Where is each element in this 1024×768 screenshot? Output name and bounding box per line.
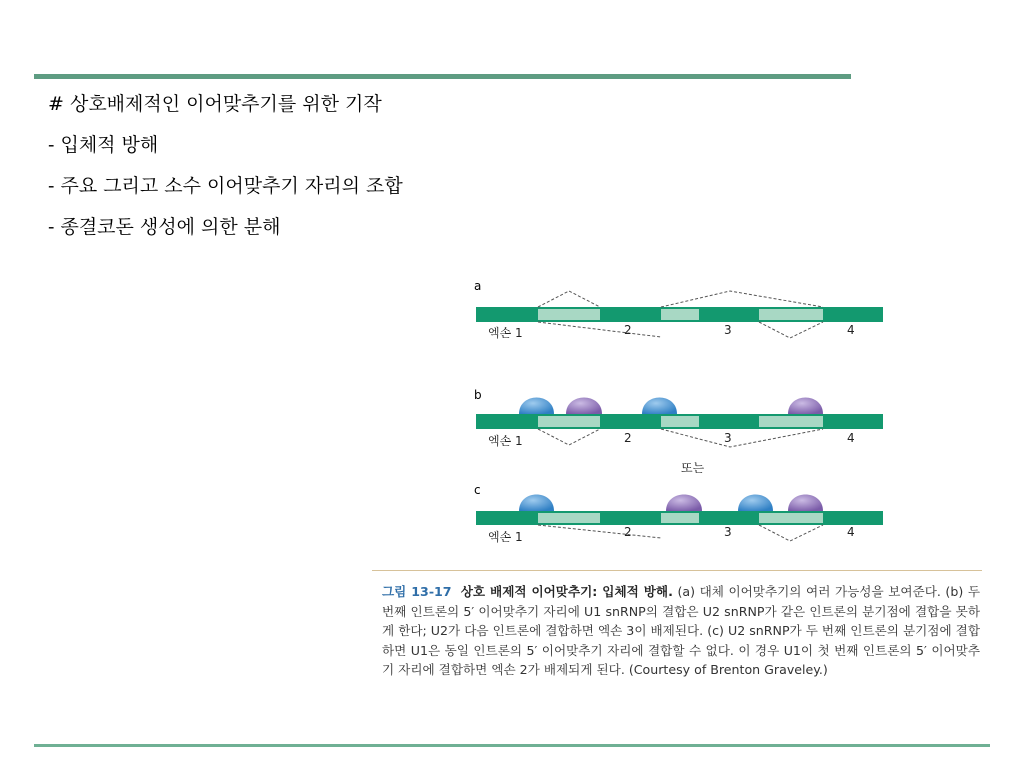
u1-snrnp bbox=[738, 495, 773, 512]
bullet-item: - 종결코돈 생성에 의한 분해 bbox=[48, 216, 281, 238]
top-accent-bar bbox=[34, 74, 851, 79]
u1-snrnp bbox=[519, 398, 554, 415]
splice-line bbox=[759, 525, 823, 541]
exon-3-label: 3 bbox=[724, 323, 732, 337]
panel-c-label: c bbox=[474, 483, 481, 497]
u2-snrnp bbox=[666, 495, 702, 512]
exon-1-label: 엑손 1 bbox=[488, 530, 523, 544]
exon-3-label: 3 bbox=[724, 525, 732, 539]
figure-caption-area bbox=[372, 570, 982, 718]
splice-line bbox=[661, 429, 823, 447]
bottom-accent-bar bbox=[34, 744, 990, 747]
panel-a bbox=[476, 291, 883, 340]
exon-1-label: 엑손 1 bbox=[488, 326, 523, 340]
bullet-list bbox=[48, 92, 403, 256]
intron-box bbox=[538, 309, 600, 320]
intron-box bbox=[661, 309, 699, 320]
exon-4-label: 4 bbox=[847, 323, 855, 337]
intron-box bbox=[661, 513, 699, 523]
exon-2-label: 2 bbox=[624, 525, 632, 539]
bullet-item: - 입체적 방해 bbox=[48, 134, 159, 156]
exon-4-label: 4 bbox=[847, 431, 855, 445]
intron-box bbox=[538, 416, 600, 427]
splice-line bbox=[661, 291, 823, 307]
splice-line bbox=[538, 291, 600, 307]
exon-1-label: 엑손 1 bbox=[488, 434, 523, 448]
panel-a-label: a bbox=[474, 279, 482, 293]
caption-body: (a) 대체 이어맞추기의 여러 가능성을 보여준다. (b) 두 번째 인트론의 5′ 이어맞추기 자리에 U1 snRNP의 결합은 U2 snRNP가 같은 인트론의 분기점에 결합을 못하게 한다; U2가 다음 인트론에 결합하면 엑손 3이 배제된다. (c) U2 snRNP가 두 번째 인트론의 분기점에 결합하면 U1은 동일 인트론의 5′ 이어맞추기 자리에 결합할 수 없다. 이 경우 U1이 첫 번째 인트론의 5′ 이어맞추기 자리에 결합하면 엑손 2가 배제되게 된다. (Courtesy of Brenton Graveley.) bbox=[382, 584, 980, 677]
splice-line bbox=[538, 322, 661, 337]
caption-title: 상호 배제적 이어맞추기: 입체적 방해. bbox=[460, 584, 673, 599]
splice-line bbox=[759, 322, 823, 338]
intron-box bbox=[661, 416, 699, 427]
u1-snrnp bbox=[519, 495, 554, 512]
caption-figure-number: 그림 13-17 bbox=[382, 584, 452, 599]
u2-snrnp bbox=[788, 495, 823, 512]
exon-4-label: 4 bbox=[847, 525, 855, 539]
splicing-diagram bbox=[468, 274, 888, 564]
u1-snrnp bbox=[642, 398, 677, 415]
panel-b-label: b bbox=[474, 388, 482, 402]
splicing-figure bbox=[468, 274, 888, 564]
exon-2-label: 2 bbox=[624, 323, 632, 337]
caption-divider bbox=[372, 570, 982, 571]
intron-box bbox=[759, 416, 823, 427]
splice-line bbox=[538, 525, 661, 538]
exon-2-label: 2 bbox=[624, 431, 632, 445]
panel-c bbox=[476, 495, 883, 545]
or-label: 또는 bbox=[681, 461, 705, 475]
panel-b bbox=[476, 398, 883, 449]
intron-box bbox=[759, 309, 823, 320]
u2-snrnp bbox=[566, 398, 602, 415]
exon-3-label: 3 bbox=[724, 431, 732, 445]
figure-caption bbox=[382, 582, 980, 680]
intron-box bbox=[759, 513, 823, 523]
u2-snrnp bbox=[788, 398, 823, 415]
splice-line bbox=[538, 429, 600, 445]
intron-box bbox=[538, 513, 600, 523]
bullet-heading: # 상호배제적인 이어맞추기를 위한 기작 bbox=[48, 93, 382, 115]
bullet-item: - 주요 그리고 소수 이어맞추기 자리의 조합 bbox=[48, 175, 403, 197]
